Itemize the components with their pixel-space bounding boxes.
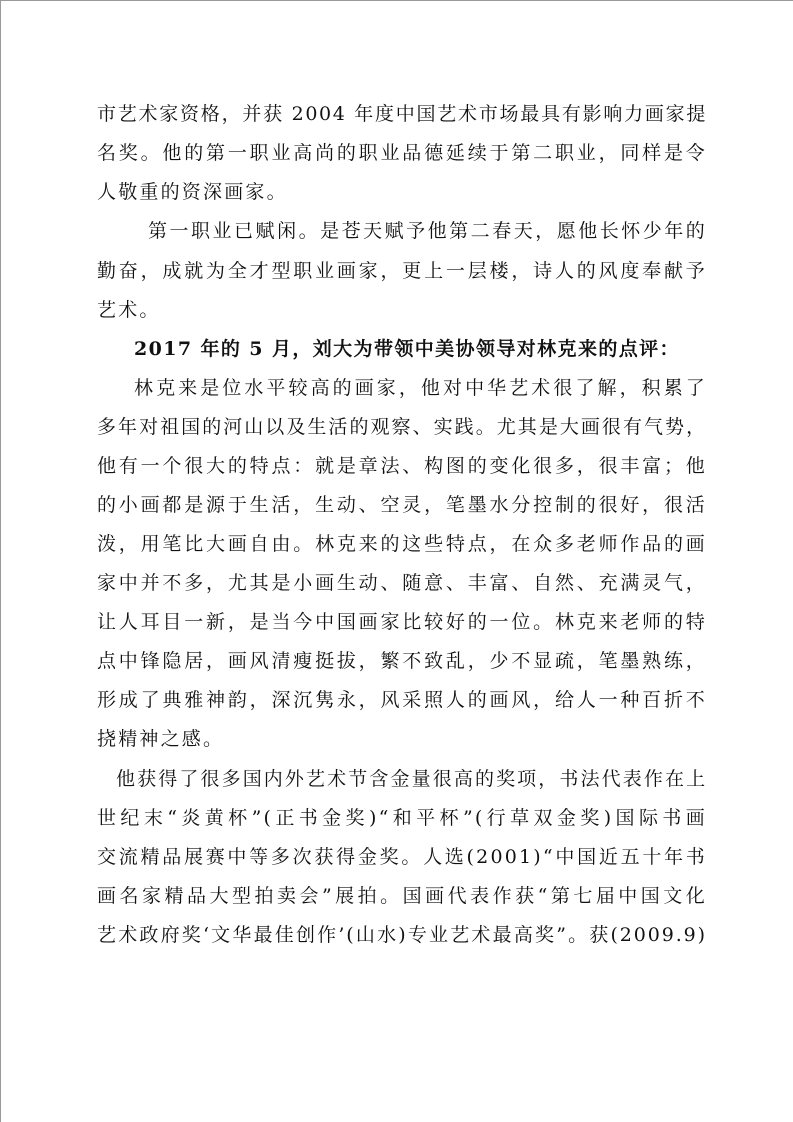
- text-line: 林克来是位水平较高的画家，他对中华艺术很了解，积累了: [134, 377, 707, 399]
- text-line: 的小画都是源于生活，生动、空灵，笔墨水分控制的很好，很活: [97, 494, 707, 516]
- text-line: 第一职业已赋闲。是苍天赋予他第二春天，愿他长怀少年的: [148, 220, 707, 242]
- text-line: 艺术。: [97, 299, 161, 321]
- text-line: 泼，用笔比大画自由。林克来的这些特点，在众多老师作品的画: [97, 533, 707, 555]
- text-line: 名奖。他的第一职业高尚的职业品德延续于第二职业，同样是令: [97, 142, 707, 164]
- text-line: 家中并不多，尤其是小画生动、随意、丰富、自然、充满灵气，: [97, 572, 707, 594]
- text-line: 多年对祖国的河山以及生活的观察、实践。尤其是大画很有气势，: [97, 416, 707, 438]
- text-line: 他获得了很多国内外艺术节含金量很高的奖项，书法代表作在上: [116, 768, 707, 790]
- text-line: 交流精品展赛中等多次获得金奖。人选(2001)“中国近五十年书: [97, 846, 707, 868]
- text-line: 点中锋隐居，画风清瘦挺拔，繁不致乱，少不显疏，笔墨熟练，: [97, 650, 707, 672]
- text-line: 市艺术家资格，并获 2004 年度中国艺术市场最具有影响力画家提: [97, 103, 707, 125]
- text-line: 形成了典雅神韵，深沉隽永，风采照人的画风，给人一种百折不: [97, 689, 707, 711]
- text-line: 他有一个很大的特点：就是章法、构图的变化很多，很丰富；他: [97, 455, 707, 477]
- text-line: 人敬重的资深画家。: [97, 181, 288, 203]
- text-line: 艺术政府奖‘文华最佳创作’(山水)专业艺术最高奖”。获(2009.9): [97, 924, 707, 946]
- text-line: 画名家精品大型拍卖会”展拍。国画代表作获“第七届中国文化: [97, 885, 707, 907]
- text-line: 世纪末“炎黄杯”(正书金奖)“和平杯”(行草双金奖)国际书画: [97, 807, 707, 829]
- text-line: 勤奋，成就为全才型职业画家，更上一层楼，诗人的风度奉献予: [97, 260, 707, 282]
- text-line: 让人耳目一新，是当今中国画家比较好的一位。林克来老师的特: [97, 611, 707, 633]
- text-line: 挠精神之感。: [97, 728, 225, 750]
- section-heading: 2017 年的 5 月，刘大为带领中美协领导对林克来的点评：: [134, 338, 680, 360]
